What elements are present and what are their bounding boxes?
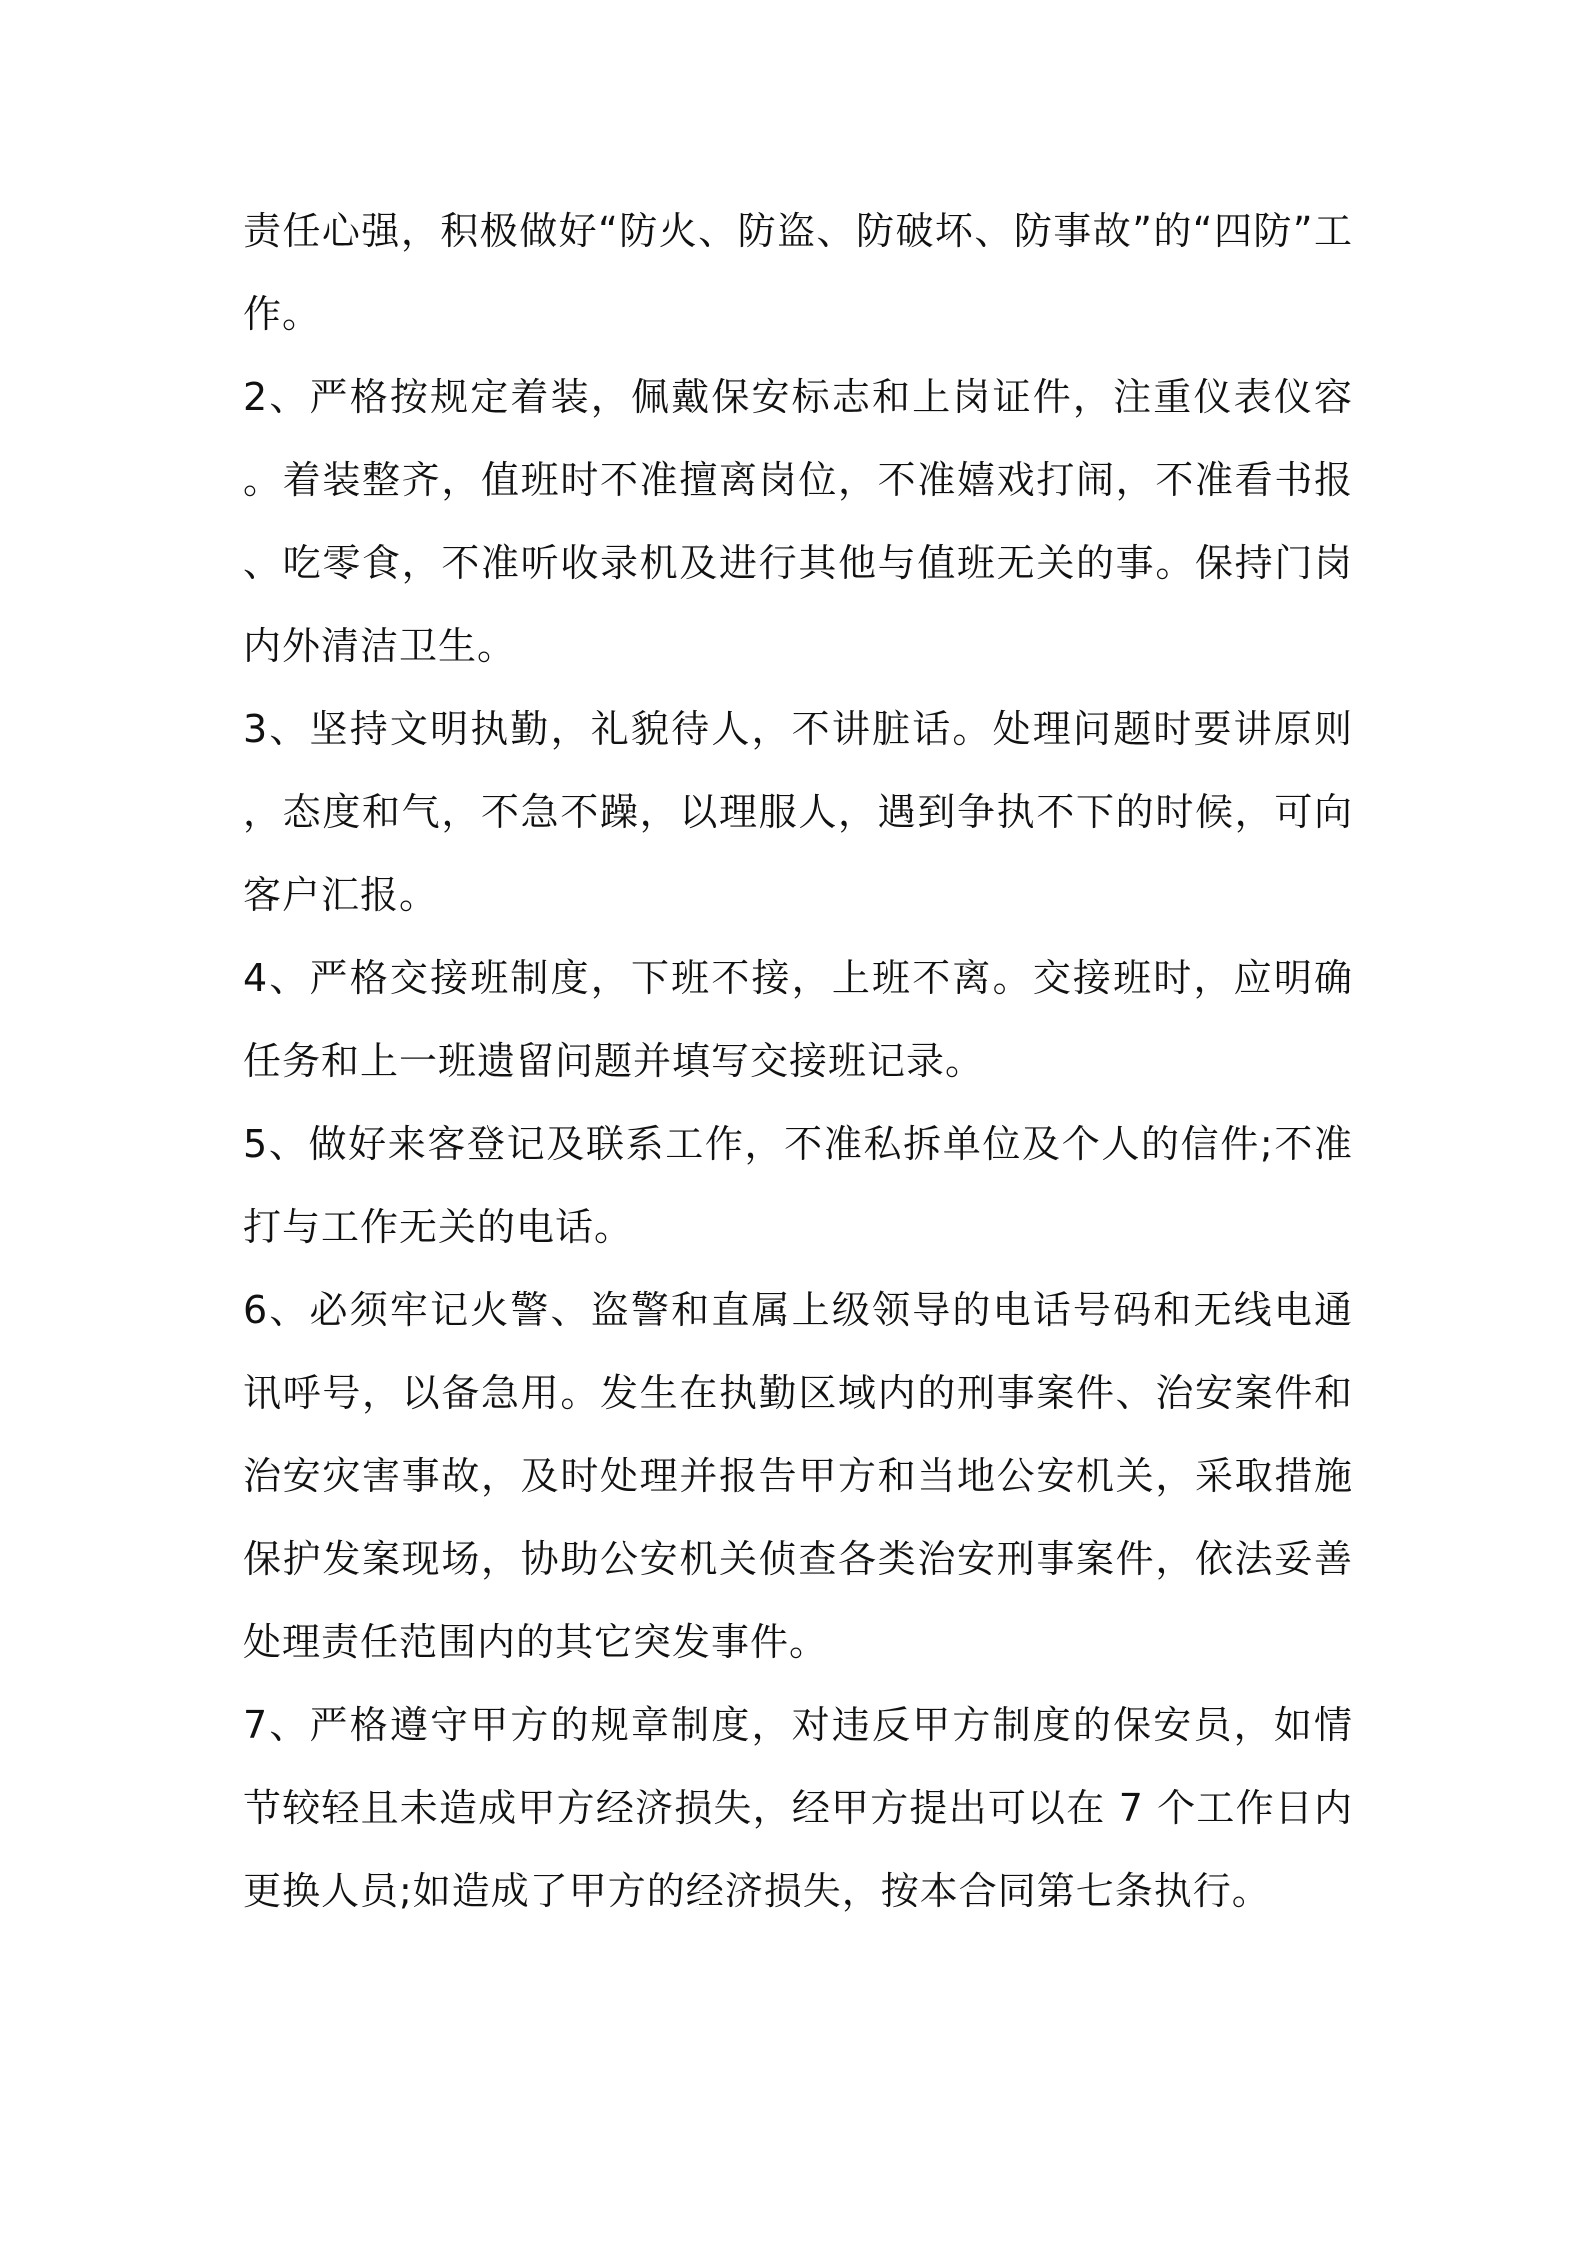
paragraph-item-7-rules-compliance: 7、严格遵守甲方的规章制度，对违反甲方制度的保安员，如情节较轻且未造成甲方经济损失，经甲方提出可以在 7 个工作日内更换人员;如造成了甲方的经济损失，按本合同第七条执行。 [243,1703,1353,1913]
document-body [243,190,1353,1933]
paragraph-item-5-visitor-registration: 5、做好来客登记及联系工作，不准私拆单位及个人的信件;不准打与工作无关的电话。 [243,1122,1353,1249]
paragraph-item-4-shift-handover: 4、严格交接班制度，下班不接，上班不离。交接班时，应明确任务和上一班遗留问题并填写交接班记录。 [243,956,1353,1083]
paragraph-duty-fire-prevention: 责任心强，积极做好“防火、防盗、防破坏、防事故”的“四防”工作。 [243,209,1353,336]
paragraph-item-6-emergency-contacts: 6、必须牢记火警、盗警和直属上级领导的电话号码和无线电通讯呼号，以备急用。发生在执勤区域内的刑事案件、治安案件和治安灾害事故，及时处理并报告甲方和当地公安机关，采取措施保护发案现场，协助公安机关侦查各类治安刑事案件，依法妥善处理责任范围内的其它突发事件。 [243,1288,1353,1664]
paragraph-item-2-dress-code: 2、严格按规定着装，佩戴保安标志和上岗证件，注重仪表仪容。着装整齐，值班时不准擅离岗位，不准嬉戏打闹，不准看书报、吃零食，不准听收录机及进行其他与值班无关的事。保持门岗内外清洁卫生。 [243,375,1353,668]
paragraph-item-3-civil-conduct: 3、坚持文明执勤，礼貌待人，不讲脏话。处理问题时要讲原则，态度和气，不急不躁，以理服人，遇到争执不下的时候，可向客户汇报。 [243,707,1353,917]
